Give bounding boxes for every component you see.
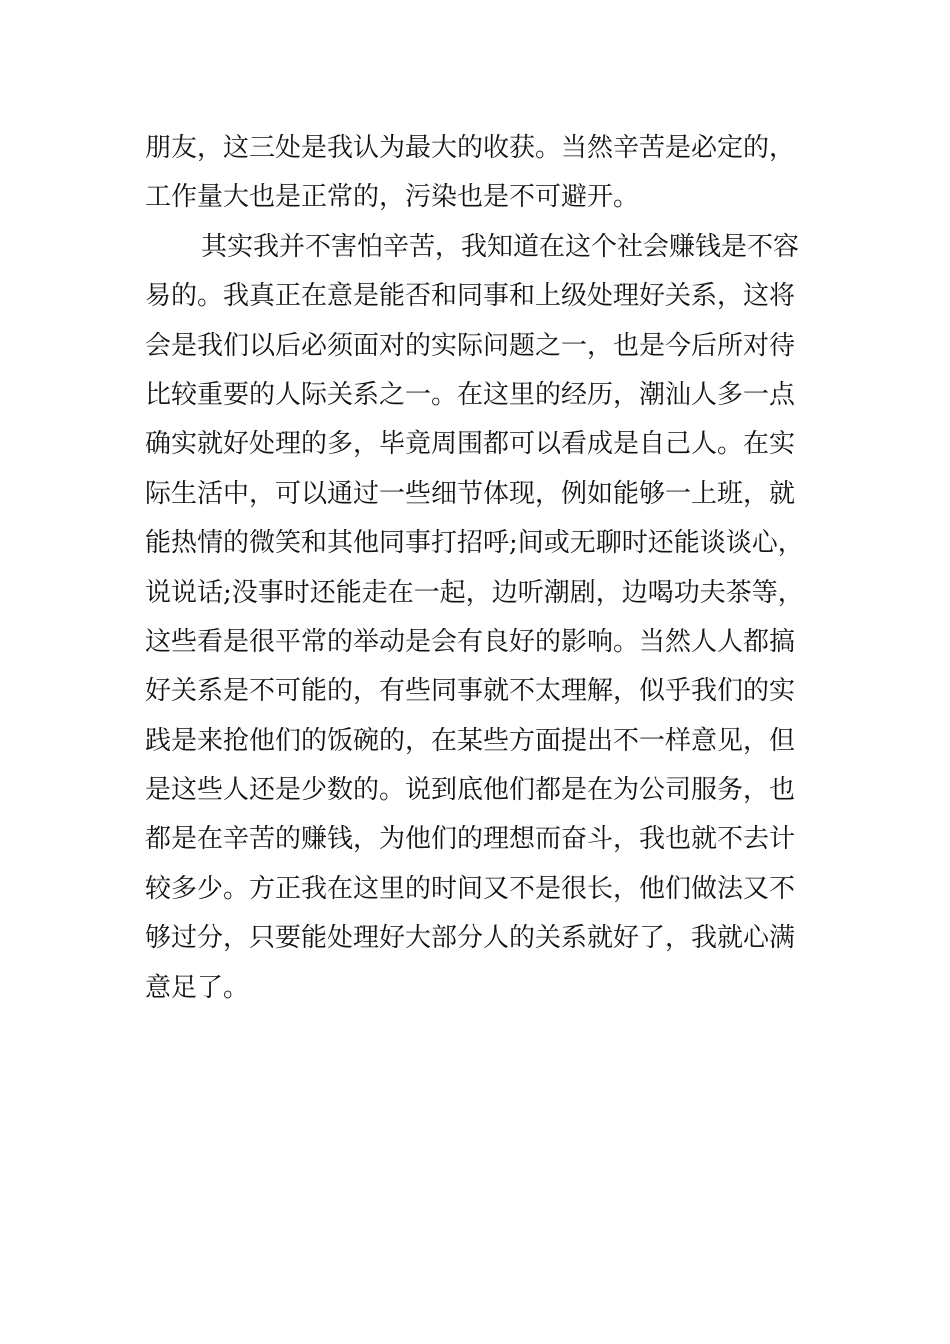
text-line: 是这些人还是少数的。说到底他们都是在为公司服务，也 <box>145 775 796 806</box>
text-line: 易的。我真正在意是能否和同事和上级处理好关系，这将 <box>145 281 796 312</box>
text-line: 说说话;没事时还能走在一起，边听潮剧，边喝功夫茶等， <box>145 577 804 608</box>
text-line: 能热情的微笑和其他同事打招呼;间或无聊时还能谈谈心， <box>145 528 804 559</box>
paragraph-start-line: 其实我并不害怕辛苦，我知道在这个社会赚钱是不容 <box>201 231 800 262</box>
text-line: 好关系是不可能的，有些同事就不太理解，似乎我们的实 <box>145 676 796 707</box>
text-line: 都是在辛苦的赚钱，为他们的理想而奋斗，我也就不去计 <box>145 824 796 855</box>
text-line: 际生活中，可以通过一些细节体现，例如能够一上班，就 <box>145 478 796 509</box>
text-line: 够过分，只要能处理好大部分人的关系就好了，我就心满 <box>145 923 796 954</box>
text-line: 意足了。 <box>145 972 250 1003</box>
text-line: 这些看是很平常的举动是会有良好的影响。当然人人都搞 <box>145 626 796 657</box>
text-line: 较多少。方正我在这里的时间又不是很长，他们做法又不 <box>145 873 796 904</box>
text-line: 确实就好处理的多，毕竟周围都可以看成是自己人。在实 <box>145 429 796 460</box>
text-line: 比较重要的人际关系之一。在这里的经历，潮汕人多一点 <box>145 379 796 410</box>
text-line: 践是来抢他们的饭碗的，在某些方面提出不一样意见，但 <box>145 725 796 756</box>
document-body <box>145 124 810 1013</box>
text-line: 会是我们以后必须面对的实际问题之一，也是今后所对待 <box>145 330 796 361</box>
text-line: 工作量大也是正常的，污染也是不可避开。 <box>145 182 640 213</box>
text-line: 朋友，这三处是我认为最大的收获。当然辛苦是必定的， <box>145 133 796 163</box>
